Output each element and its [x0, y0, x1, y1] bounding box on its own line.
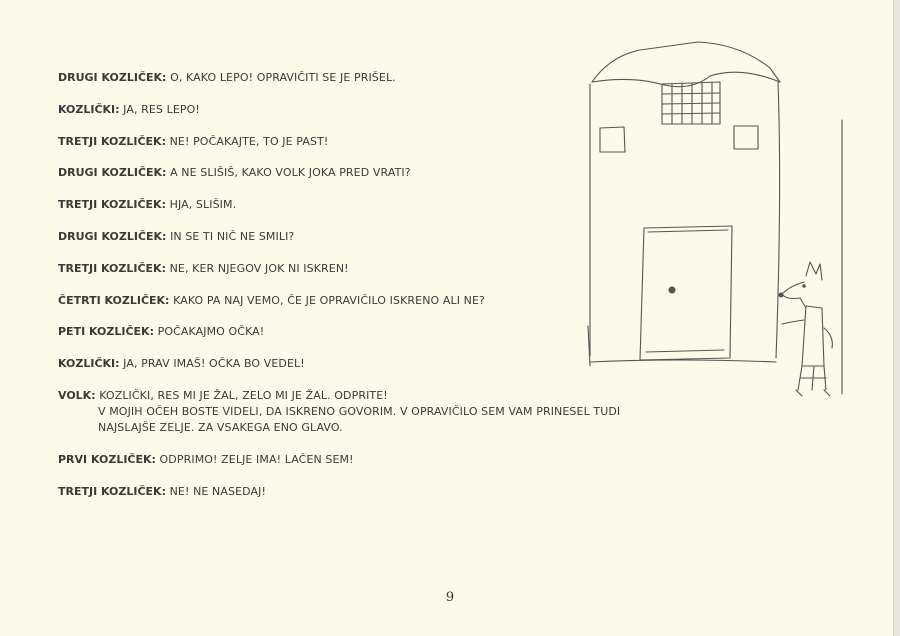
speaker-label: TRETJI KOZLIČEK: [58, 484, 166, 498]
speech-continuation: V MOJIH OČEH BOSTE VIDELI, DA ISKRENO GOVORIM. V OPRAVIČILO SEM VAM PRINESEL TUDI [98, 404, 621, 418]
speaker-label: DRUGI KOZLIČEK: [58, 71, 167, 84]
speech-text: JA, RES LEPO! [123, 102, 200, 116]
speech-text: HJA, SLIŠIM. [169, 198, 237, 212]
speaker-label: TRETJI KOZLIČEK: [58, 198, 166, 212]
speech-text: NE! NE NASEDAJ! [169, 484, 266, 498]
speech-text: NE, KER NJEGOV JOK NI ISKREN! [169, 261, 349, 275]
speaker-label: PRVI KOZLIČEK: [58, 452, 156, 466]
speech-text: IN SE TI NIČ NE SMILI? [170, 229, 295, 243]
speaker-label: KOZLIČKI: [58, 102, 120, 116]
dialogue-line [58, 452, 718, 468]
house-and-wolf-drawing [570, 36, 870, 416]
speech-text: ODPRIMO! ZELJE IMA! LAČEN SEM! [159, 452, 354, 466]
speech-text: POČAKAJMO OČKA! [157, 325, 265, 339]
speaker-label: ČETRTI KOZLIČEK: [58, 293, 170, 307]
speech-text: O, KAKO LEPO! OPRAVIČITI SE JE PRIŠEL. [170, 71, 396, 84]
door [640, 226, 732, 360]
house-sketch [588, 42, 780, 366]
speaker-label: KOZLIČKI: [58, 357, 120, 371]
speech-text: NE! POČAKAJTE, TO JE PAST! [169, 134, 329, 148]
speaker-label: DRUGI KOZLIČEK: [58, 166, 167, 180]
speaker-label: DRUGI KOZLIČEK: [58, 229, 167, 243]
page-edge [893, 0, 900, 636]
speaker-label: PETI KOZLIČEK: [58, 325, 154, 339]
speech-text: KOZLIČKI, RES MI JE ŽAL, ZELO MI JE ŽAL. ODPRITE! [99, 388, 388, 402]
speech-text: KAKO PA NAJ VEMO, ČE JE OPRAVIČILO ISKRENO ALI NE? [173, 293, 485, 307]
speaker-label: TRETJI KOZLIČEK: [58, 261, 166, 275]
dialogue-line [58, 484, 718, 500]
barred-window [662, 82, 720, 124]
speaker-label: VOLK: [58, 388, 96, 402]
page-number: 9 [445, 590, 455, 605]
speaker-label: TRETJI KOZLIČEK: [58, 134, 166, 148]
side-windows [600, 126, 758, 152]
speech-text: A NE SLIŠIŠ, KAKO VOLK JOKA PRED VRATI? [170, 166, 411, 180]
speech-text: JA, PRAV IMAŠ! OČKA BO VEDEL! [123, 357, 305, 371]
speech-continuation: NAJSLAJŠE ZELJE. ZA VSAKEGA ENO GLAVO. [98, 420, 343, 434]
wolf-figure [779, 262, 832, 396]
